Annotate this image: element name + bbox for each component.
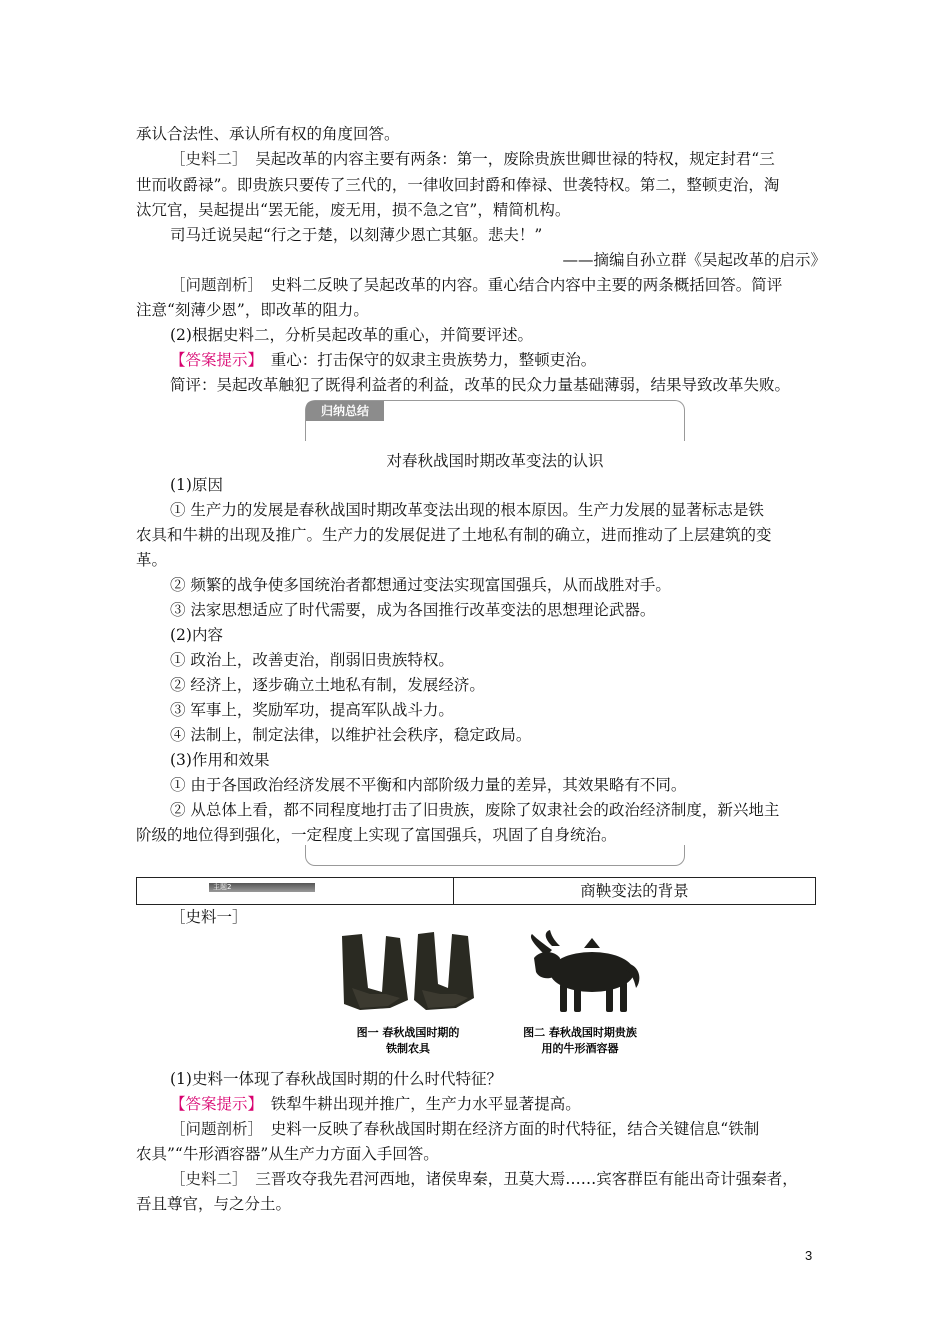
topic-header (136, 877, 816, 905)
summary-item: 革。 (136, 551, 168, 569)
source-label: ［史料二］ (170, 1170, 240, 1188)
analysis-label: ［问题剖析］ (170, 1120, 256, 1138)
figure-caption-2b: 用的牛形酒容器 (541, 1042, 619, 1055)
summary-item: ① 生产力的发展是春秋战国时期改革变法出现的根本原因。生产力发展的显著标志是铁 (170, 501, 764, 519)
page-number: 3 (805, 1248, 813, 1263)
answer-label: 【答案提示】 (170, 351, 256, 369)
summary-item: ② 从总体上看，都不同程度地打击了旧贵族，废除了奴隶社会的政治经济制度，新兴地主 (170, 801, 780, 819)
text-line: 吾且尊官，与之分土。 (136, 1195, 292, 1213)
summary-item: (2)内容 (170, 626, 223, 644)
text-span: 史料一反映了春秋战国时期在经济方面的时代特征，结合关键信息“铁制 (270, 1120, 760, 1138)
text-line (170, 1167, 850, 1191)
summary-tag: 归纳总结 (306, 401, 384, 421)
summary-box-top (305, 400, 685, 441)
text-line (170, 1092, 850, 1116)
summary-item: (3)作用和效果 (170, 751, 270, 769)
summary-item: (1)原因 (170, 476, 223, 494)
text-line: 农具”“牛形酒容器”从生产力方面入手回答。 (136, 1145, 439, 1163)
text-span: 三晋攻夺我先君河西地，诸侯卑秦，丑莫大焉……宾客群臣有能出奇计强秦者， (255, 1170, 798, 1188)
text-line: 司马迁说吴起“行之于楚，以刻薄少恩亡其躯。悲夫！” (170, 226, 543, 244)
source-label: ［史料二］ (170, 150, 240, 168)
text-line: 世而收爵禄”。即贵族只要传了三代的，一律收回封爵和俸禄、世袭特权。第二，整顿吏治，淘 (136, 176, 780, 194)
summary-title: 对春秋战国时期改革变法的认识 (386, 452, 604, 470)
question: (1)史料一体现了春秋战国时期的什么时代特征？ (170, 1070, 502, 1088)
summary-item: ② 频繁的战争使多国统治者都想通过变法实现富国强兵，从而战胜对手。 (170, 576, 671, 594)
topic-tag-cell (137, 878, 454, 904)
text-span: 重心：打击保守的奴隶主贵族势力，整顿吏治。 (270, 351, 597, 369)
text-line: 简评：吴起改革触犯了既得利益者的利益，改革的民众力量基础薄弱，结果导致改革失败。 (170, 376, 791, 394)
text-line: 汰冗官，吴起提出“罢无能，废无用，损不急之官”，精简机构。 (136, 201, 571, 219)
figure-caption-2a: 图二 春秋战国时期贵族 (523, 1026, 637, 1039)
figure-caption-1a: 图一 春秋战国时期的 (356, 1026, 460, 1039)
text-span: 史料二反映了吴起改革的内容。重心结合内容中主要的两条概括回答。简评 (270, 276, 783, 294)
figure-image (330, 928, 660, 1063)
text-line: 注意“刻薄少恩”，即改革的阻力。 (136, 301, 369, 319)
topic-title: 商鞅变法的背景 (580, 882, 689, 900)
summary-item: ④ 法制上，制定法律，以维护社会秩序，稳定政局。 (170, 726, 532, 744)
text-line (170, 147, 850, 171)
text-span: 吴起改革的内容主要有两条：第一，废除贵族世卿世禄的特权，规定封君“三 (255, 150, 775, 168)
text-span: 铁犁牛耕出现并推广，生产力水平显著提高。 (270, 1095, 581, 1113)
text-line (170, 1117, 850, 1141)
text-line: 承认合法性、承认所有权的角度回答。 (136, 125, 400, 143)
summary-item: ③ 军事上，奖励军功，提高军队战斗力。 (170, 701, 454, 719)
figure-caption-1b: 铁制农具 (386, 1042, 430, 1055)
text-line (170, 348, 850, 372)
figure (330, 928, 660, 1063)
citation: ——摘编自孙立群《吴起改革的启示》 (562, 251, 826, 269)
analysis-label: ［问题剖析］ (170, 276, 256, 294)
summary-item: 阶级的地位得到强化，一定程度上实现了富国强兵，巩固了自身统治。 (136, 826, 617, 844)
question: (2)根据史料二，分析吴起改革的重心，并简要评述。 (170, 326, 533, 344)
topic-tag: 主题2 (209, 883, 315, 892)
summary-item: ② 经济上，逐步确立土地私有制，发展经济。 (170, 676, 485, 694)
summary-item: 农具和牛耕的出现及推广。生产力的发展促进了土地私有制的确立，进而推动了上层建筑的变 (136, 526, 772, 544)
summary-box-bottom (305, 845, 685, 866)
source-label: ［史料一］ (170, 908, 248, 926)
summary-item: ③ 法家思想适应了时代需要，成为各国推行改革变法的思想理论武器。 (170, 601, 656, 619)
text-line (170, 273, 850, 297)
answer-label: 【答案提示】 (170, 1095, 256, 1113)
summary-item: ① 由于各国政治经济发展不平衡和内部阶级力量的差异，其效果略有不同。 (170, 776, 687, 794)
iron-tool-image (342, 932, 474, 1010)
ox-vessel-image (531, 930, 639, 1012)
summary-item: ① 政治上，改善吏治，削弱旧贵族特权。 (170, 651, 454, 669)
